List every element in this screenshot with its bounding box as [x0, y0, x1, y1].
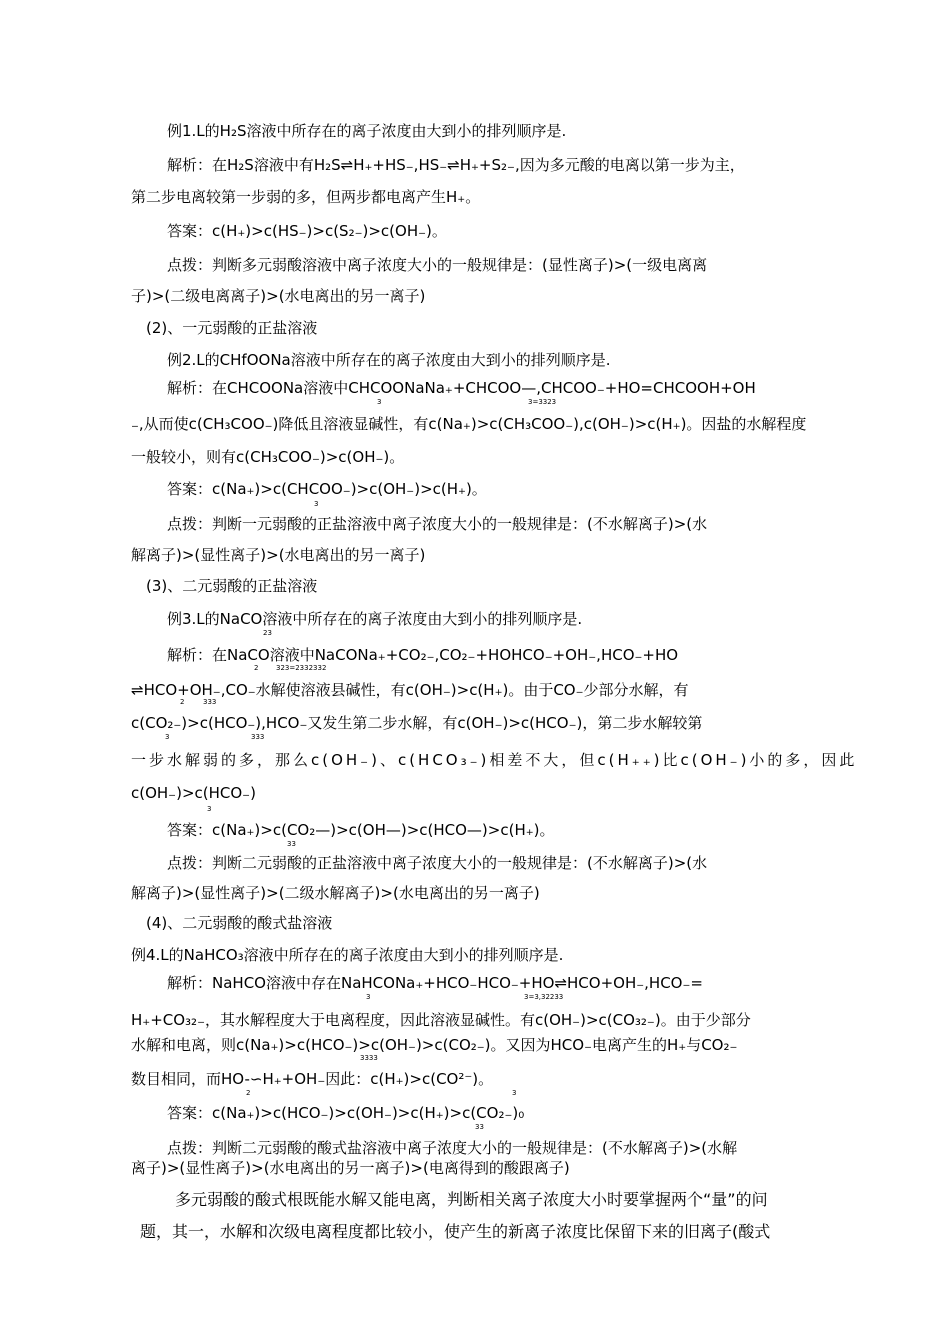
analysis-4-subscript: 3333 [360, 1054, 378, 1062]
analysis-3-subscript: 3 [207, 805, 212, 813]
analysis-1-line2: 第二步电离较第一步弱的多，但两步都电离产生H₊。 [131, 188, 481, 206]
analysis-4-line1: 解析：NaHCO溶液中存在NaHCONa₊+HCO₋HCO₋+HO⇌HCO+OH₋,HCO₋= [167, 974, 703, 992]
paragraph-line1: 多元弱酸的酸式根既能水解又能电离，判断相关离子浓度大小时要掌握两个“量”的问 [175, 1190, 768, 1209]
answer-4-subscript: 33 [475, 1123, 484, 1131]
analysis-3-subscript: 323=2332332 [276, 664, 327, 672]
analysis-1-line1: 解析：在H₂S溶液中有H₂S⇌H₊+HS₋,HS₋⇌H₊+S₂₋,因为多元酸的电离以第一步为主， [167, 156, 745, 174]
paragraph-line2: 题，其一，水解和次级电离程度都比较小，使产生的新离子浓度比保留下来的旧离子(酸式 [140, 1222, 771, 1241]
example-1: 例1.L的H₂S溶液中所存在的离子浓度由大到小的排列顺序是. [167, 122, 567, 140]
example-3: 例3.L的NaCO溶液中所存在的离子浓度由大到小的排列顺序是. [167, 610, 583, 628]
analysis-4-line2: H₊+CO₃₂₋，其水解程度大于电离程度，因此溶液显碱性。有c(OH₋)>c(CO₃₂₋)。由于少部分 [131, 1011, 751, 1029]
section-3-heading: (3)、二元弱酸的正盐溶液 [146, 577, 318, 595]
section-2-heading: (2)、一元弱酸的正盐溶液 [146, 319, 318, 337]
analysis-3-subscript: 3 [165, 733, 170, 741]
tip-2-line2: 解离子)>(显性离子)>(水电离出的另一离子) [131, 546, 426, 564]
example-4: 例4.L的NaHCO₃溶液中所存在的离子浓度由大到小的排列顺序是. [131, 946, 564, 964]
analysis-2-line3: 一般较小，则有c(CH₃COO₋)>c(OH₋)。 [131, 448, 405, 466]
tip-4-line2: 离子)>(显性离子)>(水电离出的另一离子)>(电离得到的酸跟离子) [131, 1159, 570, 1177]
analysis-3-subscript: 2 [180, 698, 185, 706]
analysis-3-subscript: 2 [254, 664, 259, 672]
analysis-3-line5: c(OH₋)>c(HCO₋) [131, 784, 256, 802]
tip-4-line1: 点拨：判断二元弱酸的酸式盐溶液中离子浓度大小的一般规律是：(不水解离子)>(水解 [167, 1139, 738, 1157]
answer-2-subscript: 3 [314, 500, 319, 508]
analysis-3-line4: 一步水解弱的多，那么c(OH₋)、c(HCO₃₋)相差不大，但c(H₊₊)比c(OH₋)小的多，因此 [131, 751, 858, 769]
analysis-2-subscript: 3 [377, 398, 382, 406]
example-2: 例2.L的CHfOONa溶液中所存在的离子浓度由大到小的排列顺序是. [167, 351, 611, 369]
analysis-4-line4: 数目相同，而HO-∽H₊+OH₋因此：c(H₊)>c(CO²⁻)。 [131, 1070, 494, 1088]
analysis-2-line1: 解析：在CHCOONa溶液中CHCOONaNa₊+CHCOO—,CHCOO₋+HO=CHCOOH+OH [167, 379, 756, 397]
tip-1-line1: 点拨：判断多元弱酸溶液中离子浓度大小的一般规律是：(显性离子)>(一级电离离 [167, 256, 708, 274]
analysis-2-subscript: 3=3323 [528, 398, 557, 406]
tip-1-line2: 子)>(二级电离离子)>(水电离出的另一离子) [131, 287, 426, 305]
answer-1: 答案：c(H₊)>c(HS₋)>c(S₂₋)>c(OH₋)。 [167, 222, 447, 240]
analysis-3-subscript: 333 [251, 733, 265, 741]
answer-3-subscript: 33 [287, 840, 296, 848]
analysis-2-line2: ₋,从而使c(CH₃COO₋)降低且溶液显碱性，有c(Na₊)>c(CH₃COO₋),c(OH₋)>c(H₊)。因盐的水解程度 [131, 415, 807, 433]
tip-3-line2: 解离子)>(显性离子)>(二级水解离子)>(水电离出的另一离子) [131, 884, 540, 902]
analysis-3-subscript: 333 [203, 698, 217, 706]
analysis-3-line2: ⇌HCO+OH₋,CO₋水解使溶液县碱性，有c(OH₋)>c(H₊)。由于CO₋少部分水解，有 [131, 681, 689, 699]
tip-3-line1: 点拨：判断二元弱酸的正盐溶液中离子浓度大小的一般规律是：(不水解离子)>(水 [167, 854, 708, 872]
analysis-4-line3: 水解和电离，则c(Na₊)>c(HCO₋)>c(OH₋)>c(CO₂₋)。又因为HCO₋电离产生的H₊与CO₂₋ [131, 1036, 738, 1054]
example-3-subscript: 23 [263, 629, 272, 637]
analysis-4-subscript: 3=3,32233 [524, 993, 564, 1001]
tip-2-line1: 点拨：判断一元弱酸的正盐溶液中离子浓度大小的一般规律是：(不水解离子)>(水 [167, 515, 708, 533]
analysis-3-line3: c(CO₂₋)>c(HCO₋),HCO₋又发生第二步水解，有c(OH₋)>c(HCO₋)，第二步水解较第 [131, 714, 703, 732]
answer-2: 答案：c(Na₊)>c(CHCOO₋)>c(OH₋)>c(H₊)。 [167, 480, 487, 498]
analysis-3-line1: 解析：在NaCO溶液中NaCONa₊+CO₂₋,CO₂₋+HOHCO₋+OH₋,HCO₋+HO [167, 646, 679, 664]
answer-3: 答案：c(Na₊)>c(CO₂—)>c(OH—)>c(HCO—)>c(H₊)。 [167, 821, 555, 839]
section-4-heading: (4)、二元弱酸的酸式盐溶液 [146, 914, 333, 932]
analysis-4-subscript: 3 [366, 993, 371, 1001]
analysis-4-subscript: 2 [246, 1089, 251, 1097]
answer-4: 答案：c(Na₊)>c(HCO₋)>c(OH₋)>c(H₊)>c(CO₂₋)₀ [167, 1104, 525, 1122]
analysis-4-subscript: 3 [512, 1089, 517, 1097]
